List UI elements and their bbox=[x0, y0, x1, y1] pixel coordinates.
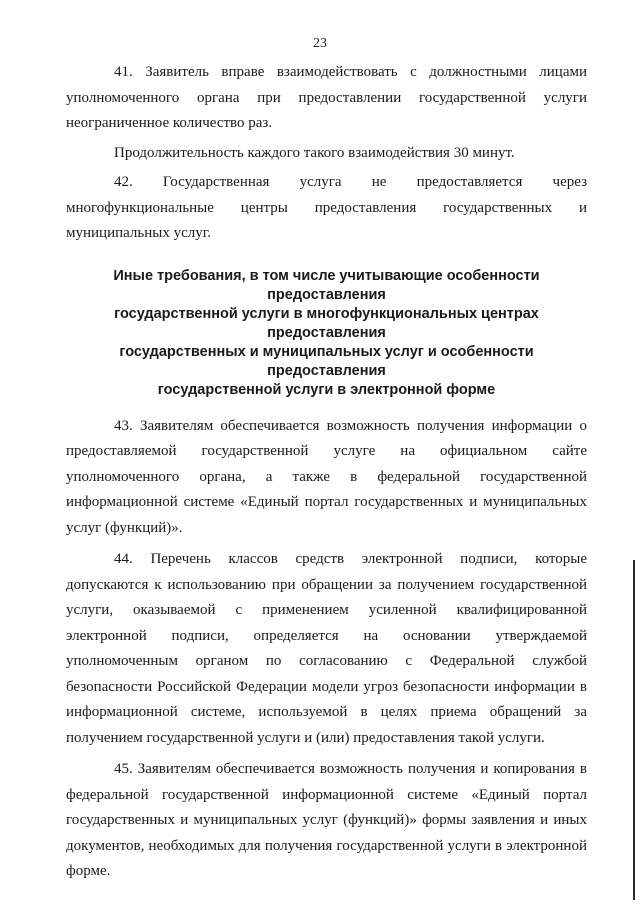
paragraph-44: 44. Перечень классов средств электронной подписи, которые допускаются к использованию при обращении за получением государственной услуги, оказываемой с применением усиленной квалифицированной электронной подписи, определяется на основании утверждаемой уполномоченным органом по согласованию с Федеральной службой безопасности Российской Федерации модели угроз безопасности информации в информационной системе, используемой в целях приема обращений за получением государственной услуги и (или) предоставления такой услуги. bbox=[66, 551, 587, 746]
section-heading bbox=[66, 267, 587, 400]
scan-edge-line bbox=[633, 560, 635, 900]
document-body bbox=[66, 60, 587, 885]
paragraph-41-duration: Продолжительность каждого такого взаимодействия 30 минут. bbox=[114, 144, 515, 161]
section-heading-line: государственных и муниципальных услуг и особенности предоставления bbox=[119, 343, 534, 379]
paragraph-42: 42. Государственная услуга не предоставляется через многофункциональные центры предоставления государственных и муниципальных услуг. bbox=[66, 174, 587, 241]
paragraph-41: 41. Заявитель вправе взаимодействовать с должностными лицами уполномоченного органа при предоставлении государственной услуги неограниченное количество раз. bbox=[66, 64, 587, 131]
section-heading-line: Иные требования, в том числе учитывающие особенности предоставления bbox=[113, 267, 540, 303]
section-heading-line: государственной услуги в многофункциональных центрах предоставления bbox=[114, 305, 539, 341]
page-number: 23 bbox=[313, 36, 327, 51]
paragraph-43: 43. Заявителям обеспечивается возможность получения информации о предоставляемой государственной услуге на официальном сайте уполномоченного органа, а также в федеральной государственной информационной системе «Единый портал государственных и муниципальных услуг (функций)». bbox=[66, 417, 587, 536]
section-heading-line: государственной услуги в электронной форме bbox=[157, 381, 496, 398]
paragraph-45: 45. Заявителям обеспечивается возможность получения и копирования в федеральной государственной информационной системе «Единый портал государственных и муниципальных услуг (функций)» формы заявления и иных документов, необходимых для получения государственной услуги в электронной форме. bbox=[66, 761, 587, 879]
